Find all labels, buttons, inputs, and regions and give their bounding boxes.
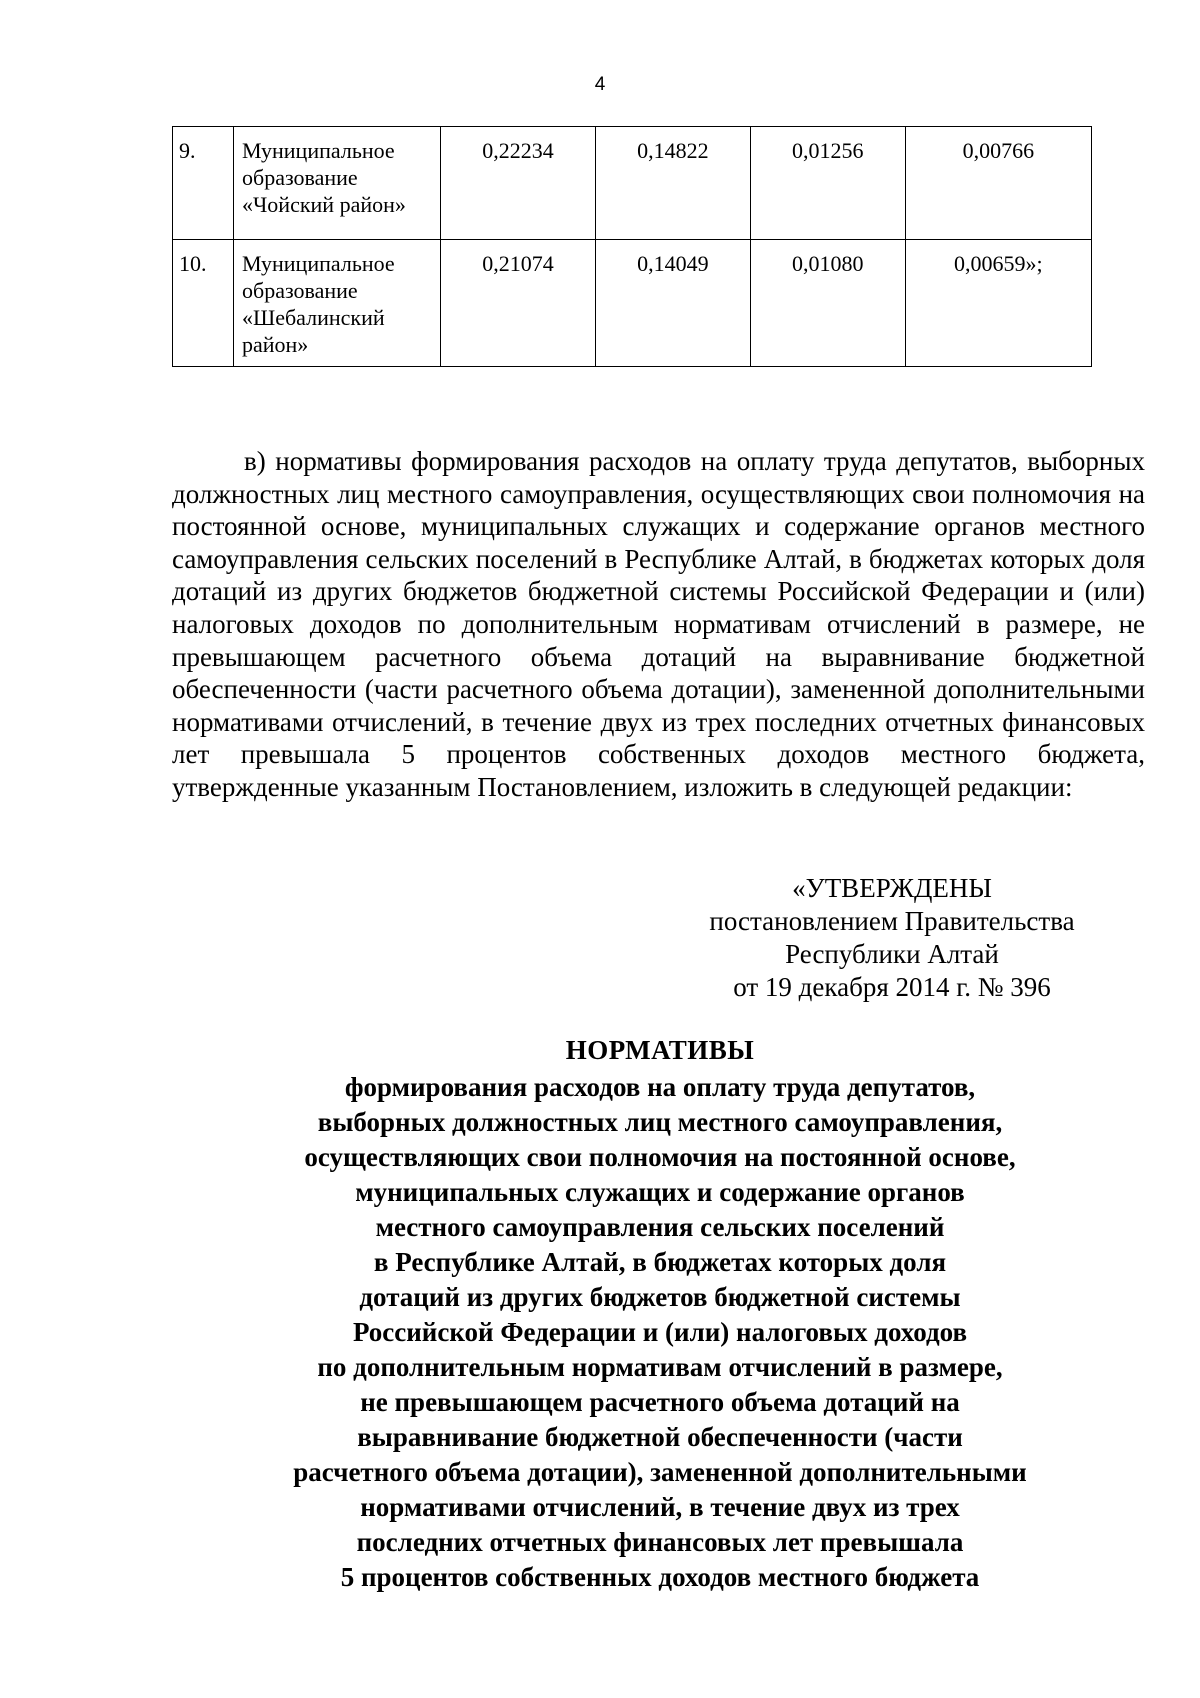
value-cell: 0,01080 <box>750 240 905 367</box>
subtitle-line: местного самоуправления сельских поселений <box>375 1212 945 1242</box>
value-cell: 0,00659»; <box>905 240 1091 367</box>
subtitle-line: расчетного объема дотации), замененной дополнительными <box>293 1457 1027 1487</box>
municipality-name: Муниципальное образование «Шебалинский район» <box>234 240 441 367</box>
approved-line: Республики Алтай <box>785 939 999 969</box>
subtitle-line: выравнивание бюджетной обеспеченности (части <box>357 1422 963 1452</box>
approval-stamp <box>652 872 1132 1004</box>
subtitle-line: выборных должностных лиц местного самоуправления, <box>317 1107 1003 1137</box>
subtitle-line: дотаций из других бюджетов бюджетной системы <box>359 1282 961 1312</box>
subtitle-line: Российской Федерации и (или) налоговых доходов <box>352 1317 968 1347</box>
value-cell: 0,14049 <box>595 240 750 367</box>
document-subtitle <box>0 1070 1200 1595</box>
norms-table <box>172 126 1092 367</box>
subtitle-line: последних отчетных финансовых лет превышала <box>356 1527 964 1557</box>
subtitle-line: в Республике Алтай, в бюджетах которых доля <box>373 1247 947 1277</box>
approved-line: постановлением Правительства <box>709 906 1075 936</box>
approved-line: «УТВЕРЖДЕНЫ <box>792 873 992 903</box>
row-number: 10. <box>173 240 234 367</box>
subtitle-line: 5 процентов собственных доходов местного бюджета <box>340 1562 980 1592</box>
table-row <box>173 127 1092 240</box>
subtitle-line: нормативами отчислений, в течение двух из трех <box>360 1492 960 1522</box>
row-number: 9. <box>173 127 234 240</box>
subtitle-line: не превышающем расчетного объема дотаций на <box>360 1387 960 1417</box>
subtitle-line: муниципальных служащих и содержание органов <box>355 1177 965 1207</box>
subtitle-line: осуществляющих свои полномочия на постоянной основе, <box>304 1142 1016 1172</box>
body-paragraph: в) нормативы формирования расходов на оплату труда депутатов, выборных должностных лиц местного самоуправления, осуществляющих свои полномочия на постоянной основе, муниципальных служащих и содержание органов местного самоуправления сельских поселений в Республике Алтай, в бюджетах которых доля дотаций из других бюджетов бюджетной системы Российской Федерации и (или) налоговых доходов по дополнительным нормативам отчислений в размере, не превышающем расчетного объема дотаций на выравнивание бюджетной обеспеченности (части расчетного объема дотации), замененной дополнительными нормативами отчислений, в течение двух из трех последних отчетных финансовых лет превышала 5 процентов собственных доходов местного бюджета, утвержденные указанным Постановлением, изложить в следующей редакции: <box>172 446 1145 802</box>
municipality-name: Муниципальное образование «Чойский район» <box>234 127 441 240</box>
table-row <box>173 240 1092 367</box>
value-cell: 0,22234 <box>441 127 596 240</box>
value-cell: 0,14822 <box>595 127 750 240</box>
subtitle-line: по дополнительным нормативам отчислений в размере, <box>317 1352 1003 1382</box>
subtitle-line: формирования расходов на оплату труда депутатов, <box>344 1072 976 1102</box>
value-cell: 0,00766 <box>905 127 1091 240</box>
value-cell: 0,21074 <box>441 240 596 367</box>
page-number: 4 <box>594 74 606 95</box>
document-title: НОРМАТИВЫ <box>565 1035 755 1065</box>
approved-line: от 19 декабря 2014 г. № 396 <box>733 972 1051 1002</box>
value-cell: 0,01256 <box>750 127 905 240</box>
